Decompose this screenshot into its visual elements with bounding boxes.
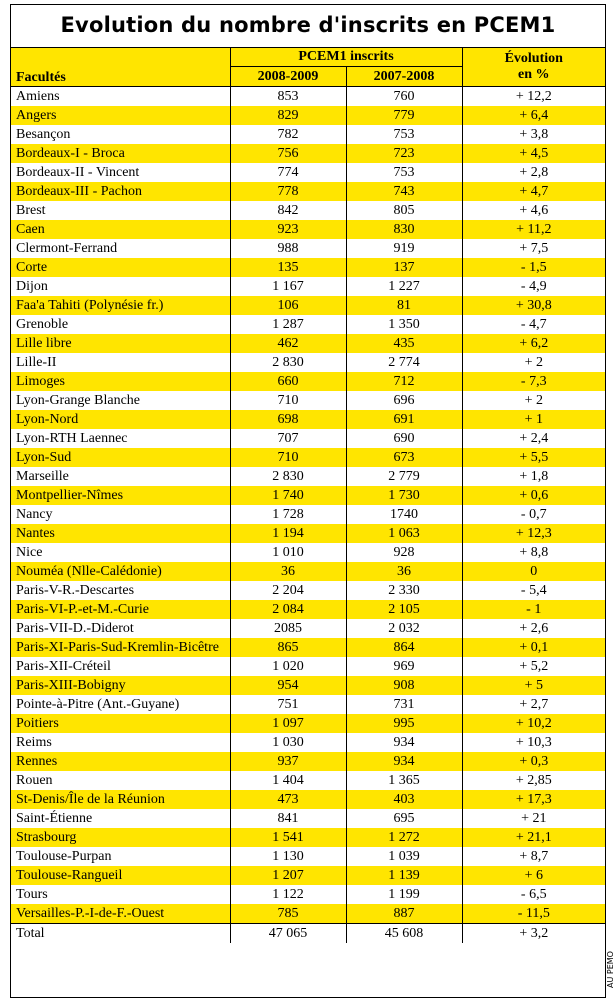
faculty-cell: Paris-VII-D.-Diderot [16,621,134,636]
count-2008-cell: 1 030 [230,733,346,752]
count-2008-cell: 1 194 [230,524,346,543]
count-2008-cell: 1 207 [230,866,346,885]
count-2008-cell: 47 065 [230,924,346,944]
count-2008-cell: 842 [230,201,346,220]
count-2007-cell: 1 199 [346,885,462,904]
count-2008-cell: 106 [230,296,346,315]
count-2007-cell: 2 774 [346,353,462,372]
count-2007-cell: 137 [346,258,462,277]
faculty-cell: Lille-II [16,355,57,370]
count-2007-cell: 731 [346,695,462,714]
count-2007-cell: 1 272 [346,828,462,847]
table-row [11,676,605,695]
table-row [11,904,605,924]
count-2008-cell: 462 [230,334,346,353]
evolution-cell: + 2,8 [462,163,605,182]
count-2007-cell: 723 [346,144,462,163]
faculty-cell: Nice [16,545,43,560]
table-row [11,144,605,163]
faculty-cell: Lyon-RTH Laennec [16,431,128,446]
count-2008-cell: 954 [230,676,346,695]
evolution-cell: + 0,1 [462,638,605,657]
count-2007-cell: 2 779 [346,467,462,486]
count-2008-cell: 1 010 [230,543,346,562]
count-2008-cell: 829 [230,106,346,125]
faculty-cell: Bordeaux-I - Broca [11,144,230,163]
count-2008-cell: 2 830 [230,467,346,486]
faculty-cell: Tours [16,887,48,902]
faculty-cell: Lyon-Nord [11,410,230,429]
faculty-cell: Bordeaux-II - Vincent [16,165,140,180]
count-2008-cell: 1 130 [230,847,346,866]
evolution-cell: + 3,8 [462,125,605,144]
count-2008-cell: 36 [230,562,346,581]
table-row [11,828,605,847]
faculty-cell: Toulouse-Rangueil [11,866,230,885]
count-2007-cell: 712 [346,372,462,391]
table-row [11,448,605,467]
faculty-cell: Montpellier-Nîmes [11,486,230,505]
evolution-cell: - 4,7 [462,315,605,334]
table-row [11,239,605,258]
faculty-cell: Strasbourg [11,828,230,847]
header-evolution [462,48,605,87]
evolution-cell: + 2,4 [462,429,605,448]
table-row [11,315,605,334]
faculty-cell: Paris-VI-P.-et-M.-Curie [11,600,230,619]
count-2008-cell: 1 404 [230,771,346,790]
table-row [11,581,605,600]
table-row [11,220,605,239]
count-2007-cell: 673 [346,448,462,467]
evolution-cell: + 0,3 [462,752,605,771]
count-2007-cell: 36 [346,562,462,581]
count-2007-cell: 1740 [346,505,462,524]
faculty-cell: Pointe-à-Pitre (Ant.-Guyane) [16,697,180,712]
table-row [11,258,605,277]
header-evolution-line2: en % [518,67,550,82]
table-row [11,847,605,866]
table-row [11,866,605,885]
count-2007-cell: 696 [346,391,462,410]
faculty-cell: Versailles-P.-I-de-F.-Ouest [11,904,230,924]
table-row [11,391,605,410]
evolution-cell: + 7,5 [462,239,605,258]
count-2008-cell: 710 [230,448,346,467]
count-2008-cell: 2085 [230,619,346,638]
faculty-cell: Nouméa (Nlle-Calédonie) [11,562,230,581]
faculty-cell: Nancy [16,507,53,522]
table-row [11,524,605,543]
count-2007-cell: 887 [346,904,462,924]
table-row [11,714,605,733]
table-row [11,809,605,828]
count-2008-cell: 751 [230,695,346,714]
count-2008-cell: 988 [230,239,346,258]
table-row [11,106,605,125]
table-row [11,733,605,752]
count-2007-cell: 743 [346,182,462,201]
evolution-cell: - 5,4 [462,581,605,600]
faculty-cell: Poitiers [11,714,230,733]
table-row [11,467,605,486]
faculty-cell: Rennes [11,752,230,771]
faculty-cell: Amiens [16,89,60,104]
evolution-cell: + 0,6 [462,486,605,505]
faculty-cell: Besançon [16,127,71,142]
evolution-cell: - 6,5 [462,885,605,904]
count-2007-cell: 753 [346,163,462,182]
faculty-cell: Paris-V-R.-Descartes [16,583,135,598]
count-2007-cell: 928 [346,543,462,562]
faculty-cell: Bordeaux-III - Pachon [11,182,230,201]
table-row [11,486,605,505]
evolution-cell: + 8,8 [462,543,605,562]
table-row [11,372,605,391]
count-2008-cell: 1 020 [230,657,346,676]
faculty-cell: Paris-XII-Créteil [16,659,111,674]
count-2007-cell: 995 [346,714,462,733]
count-2007-cell: 1 039 [346,847,462,866]
count-2008-cell: 774 [230,163,346,182]
count-2007-cell: 934 [346,733,462,752]
count-2008-cell: 1 541 [230,828,346,847]
count-2007-cell: 2 032 [346,619,462,638]
table-row [11,296,605,315]
count-2008-cell: 937 [230,752,346,771]
evolution-cell: + 11,2 [462,220,605,239]
faculty-cell: Clermont-Ferrand [16,241,118,256]
table-row [11,505,605,524]
count-2007-cell: 864 [346,638,462,657]
count-2007-cell: 690 [346,429,462,448]
table-row [11,125,605,144]
faculty-cell: Rouen [16,773,53,788]
table-row [11,562,605,581]
credit-label: AU PEMO [606,951,615,989]
header-group-inscrits: PCEM1 inscrits [230,48,462,67]
evolution-cell: + 2,7 [462,695,605,714]
count-2008-cell: 707 [230,429,346,448]
evolution-cell: + 17,3 [462,790,605,809]
evolution-cell: - 11,5 [462,904,605,924]
table-row [11,334,605,353]
count-2008-cell: 853 [230,87,346,107]
table-row [11,638,605,657]
table-row [11,543,605,562]
count-2008-cell: 1 097 [230,714,346,733]
count-2008-cell: 865 [230,638,346,657]
evolution-cell: - 1 [462,600,605,619]
count-2008-cell: 473 [230,790,346,809]
evolution-cell: + 6,2 [462,334,605,353]
faculty-cell: Brest [16,203,46,218]
count-2007-cell: 760 [346,87,462,107]
evolution-cell: + 8,7 [462,847,605,866]
evolution-cell: + 2 [462,353,605,372]
faculty-cell: Lille libre [11,334,230,353]
evolution-cell: + 21,1 [462,828,605,847]
evolution-cell: + 3,2 [462,924,605,944]
count-2008-cell: 923 [230,220,346,239]
count-2007-cell: 934 [346,752,462,771]
count-2007-cell: 1 139 [346,866,462,885]
evolution-cell: + 6,4 [462,106,605,125]
count-2008-cell: 841 [230,809,346,828]
count-2008-cell: 1 728 [230,505,346,524]
faculty-cell: Faa'a Tahiti (Polynésie fr.) [11,296,230,315]
table-row [11,790,605,809]
faculty-cell: Lyon-Grange Blanche [16,393,141,408]
table-row [11,277,605,296]
count-2008-cell: 2 830 [230,353,346,372]
count-2007-cell: 403 [346,790,462,809]
count-2007-cell: 779 [346,106,462,125]
table-row [11,600,605,619]
header-year-2008: 2008-2009 [230,67,346,87]
evolution-cell: - 4,9 [462,277,605,296]
header-facultes: Facultés [11,48,230,87]
count-2007-cell: 1 063 [346,524,462,543]
total-row [11,924,605,944]
count-2008-cell: 785 [230,904,346,924]
faculty-cell: Reims [16,735,52,750]
faculty-cell: Grenoble [16,317,69,332]
count-2007-cell: 695 [346,809,462,828]
count-2008-cell: 1 122 [230,885,346,904]
faculty-cell: St-Denis/Île de la Réunion [11,790,230,809]
faculty-cell: Caen [11,220,230,239]
count-2008-cell: 135 [230,258,346,277]
evolution-cell: + 5,2 [462,657,605,676]
evolution-cell: + 2,85 [462,771,605,790]
count-2007-cell: 805 [346,201,462,220]
evolution-cell: + 2,6 [462,619,605,638]
evolution-cell: - 1,5 [462,258,605,277]
evolution-cell: + 2 [462,391,605,410]
faculty-cell: Nantes [11,524,230,543]
enrollment-table [11,48,605,943]
count-2008-cell: 1 167 [230,277,346,296]
evolution-cell: + 4,5 [462,144,605,163]
table-row [11,752,605,771]
count-2008-cell: 778 [230,182,346,201]
count-2007-cell: 1 730 [346,486,462,505]
evolution-cell: + 10,2 [462,714,605,733]
count-2007-cell: 908 [346,676,462,695]
count-2007-cell: 1 365 [346,771,462,790]
count-2007-cell: 81 [346,296,462,315]
evolution-cell: + 12,3 [462,524,605,543]
evolution-cell: + 12,2 [462,87,605,107]
count-2007-cell: 435 [346,334,462,353]
table-row [11,201,605,220]
count-2008-cell: 710 [230,391,346,410]
header-year-2007: 2007-2008 [346,67,462,87]
evolution-cell: + 1 [462,410,605,429]
count-2008-cell: 756 [230,144,346,163]
evolution-cell: + 5,5 [462,448,605,467]
faculty-cell: Saint-Étienne [16,811,93,826]
count-2008-cell: 1 287 [230,315,346,334]
faculty-cell: Marseille [16,469,69,484]
table-frame [10,4,606,998]
faculty-cell: Corte [11,258,230,277]
evolution-cell: + 30,8 [462,296,605,315]
count-2008-cell: 2 084 [230,600,346,619]
count-2007-cell: 830 [346,220,462,239]
count-2007-cell: 919 [346,239,462,258]
count-2007-cell: 691 [346,410,462,429]
count-2007-cell: 2 330 [346,581,462,600]
evolution-cell: + 21 [462,809,605,828]
count-2008-cell: 782 [230,125,346,144]
count-2007-cell: 1 227 [346,277,462,296]
count-2008-cell: 1 740 [230,486,346,505]
faculty-cell: Limoges [11,372,230,391]
count-2008-cell: 698 [230,410,346,429]
count-2007-cell: 2 105 [346,600,462,619]
evolution-cell: + 4,7 [462,182,605,201]
table-row [11,87,605,107]
evolution-cell: + 1,8 [462,467,605,486]
evolution-cell: - 0,7 [462,505,605,524]
table-row [11,885,605,904]
table-row [11,182,605,201]
table-body [11,87,605,944]
faculty-cell: Paris-XIII-Bobigny [11,676,230,695]
evolution-cell: + 4,6 [462,201,605,220]
faculty-cell: Dijon [16,279,48,294]
faculty-cell: Toulouse-Purpan [16,849,112,864]
count-2007-cell: 1 350 [346,315,462,334]
header-evolution-line1: Évolution [504,51,563,66]
table-row [11,619,605,638]
count-2008-cell: 660 [230,372,346,391]
table-row [11,771,605,790]
table-row [11,695,605,714]
count-2007-cell: 969 [346,657,462,676]
table-title: Evolution du nombre d'inscrits en PCEM1 [11,5,605,48]
faculty-cell: Total [11,924,230,944]
faculty-cell: Lyon-Sud [11,448,230,467]
count-2007-cell: 45 608 [346,924,462,944]
table-row [11,657,605,676]
evolution-cell: 0 [462,562,605,581]
table-row [11,353,605,372]
count-2008-cell: 2 204 [230,581,346,600]
evolution-cell: + 5 [462,676,605,695]
table-row [11,429,605,448]
evolution-cell: + 6 [462,866,605,885]
faculty-cell: Paris-XI-Paris-Sud-Kremlin-Bicêtre [11,638,230,657]
faculty-cell: Angers [11,106,230,125]
count-2007-cell: 753 [346,125,462,144]
table-row [11,410,605,429]
evolution-cell: + 10,3 [462,733,605,752]
table-row [11,163,605,182]
evolution-cell: - 7,3 [462,372,605,391]
